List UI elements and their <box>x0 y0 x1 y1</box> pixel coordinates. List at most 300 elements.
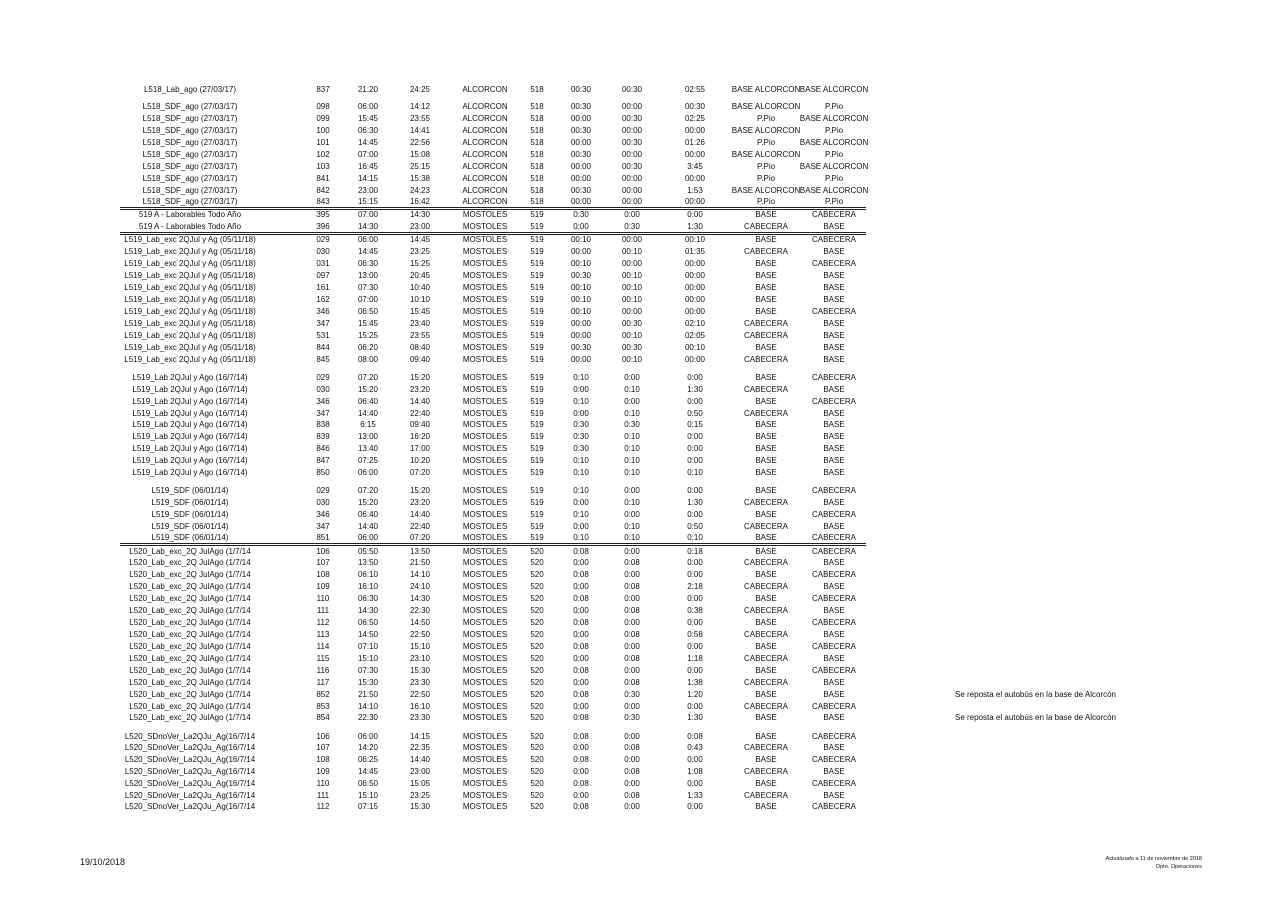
cell-time-out: 0:00 <box>573 498 589 507</box>
cell-end-point: BASE <box>823 582 845 591</box>
cell-end-point: BASE <box>823 283 845 292</box>
cell-time-out: 0:08 <box>573 779 589 788</box>
cell-time-out: 0:00 <box>573 522 589 531</box>
cell-end-point: BASE <box>823 271 845 280</box>
cell-start-point: CABECERA <box>743 630 789 639</box>
cell-time-out: 0:08 <box>573 570 589 579</box>
cell-time-out: 0:10 <box>573 533 589 542</box>
cell-start-point: BASE <box>755 570 777 579</box>
cell-end-point: BASE <box>823 355 845 364</box>
cell-end-point: CABECERA <box>811 373 857 382</box>
cell-service-number: 850 <box>316 468 330 477</box>
cell-line-name: L520_Lab_exc_2Q JulAgo (1/7/14 <box>129 606 251 615</box>
cell-service-number: 842 <box>316 186 330 195</box>
cell-time-in: 0:00 <box>624 802 640 811</box>
cell-depot: MOSTOLES <box>462 654 508 663</box>
cell-line-number: 520 <box>530 791 544 800</box>
cell-depot: MOSTOLES <box>462 732 508 741</box>
cell-depot: MOSTOLES <box>462 618 508 627</box>
cell-line-number: 518 <box>530 138 544 147</box>
cell-extra-time: 1:33 <box>687 791 703 800</box>
cell-time-out: 0:10 <box>573 468 589 477</box>
cell-line-name: L519_SDF (06/01/14) <box>151 486 229 495</box>
cell-start-point: CABECERA <box>743 558 789 567</box>
cell-line-number: 519 <box>530 247 544 256</box>
cell-end-time: 15:20 <box>409 486 431 495</box>
cell-start-time: 06:30 <box>357 594 379 603</box>
cell-end-point: BASE <box>823 522 845 531</box>
cell-depot: MOSTOLES <box>462 397 508 406</box>
cell-end-time: 14:50 <box>409 618 431 627</box>
cell-time-out: 0:10 <box>573 486 589 495</box>
cell-end-time: 15:30 <box>409 666 431 675</box>
cell-line-number: 519 <box>530 319 544 328</box>
cell-time-out: 00:00 <box>570 114 592 123</box>
cell-depot: ALCORCON <box>462 150 508 159</box>
cell-time-out: 00:10 <box>570 259 592 268</box>
cell-depot: MOSTOLES <box>462 702 508 711</box>
cell-time-in: 0:10 <box>624 468 640 477</box>
cell-extra-time: 0:43 <box>687 743 703 752</box>
cell-end-time: 15:25 <box>409 259 431 268</box>
cell-service-number: 099 <box>316 114 330 123</box>
cell-time-out: 0:00 <box>573 582 589 591</box>
cell-start-time: 06:00 <box>357 468 379 477</box>
cell-line-name: L520_SDnoVer_La2QJu_Ag(16/7/14 <box>124 732 256 741</box>
cell-start-point: BASE <box>755 732 777 741</box>
cell-depot: MOSTOLES <box>462 343 508 352</box>
cell-line-name: L520_Lab_exc_2Q JulAgo (1/7/14 <box>129 654 251 663</box>
cell-depot: MOSTOLES <box>462 432 508 441</box>
cell-start-time: 06:00 <box>357 102 379 111</box>
cell-start-point: BASE <box>755 690 777 699</box>
cell-time-in: 00:30 <box>621 138 643 147</box>
cell-end-point: BASE <box>823 606 845 615</box>
cell-service-number: 117 <box>316 678 330 687</box>
cell-end-time: 21:50 <box>409 558 431 567</box>
cell-line-name: L520_Lab_exc_2Q JulAgo (1/7/14 <box>129 570 251 579</box>
cell-extra-time: 0:00 <box>687 618 703 627</box>
cell-start-time: 14:20 <box>357 743 379 752</box>
cell-line-name: L520_Lab_exc_2Q JulAgo (1/7/14 <box>129 642 251 651</box>
cell-time-in: 0:30 <box>624 222 640 231</box>
cell-start-point: CABECERA <box>743 319 789 328</box>
cell-line-number: 518 <box>530 162 544 171</box>
cell-depot: MOSTOLES <box>462 510 508 519</box>
cell-time-out: 0:30 <box>573 420 589 429</box>
cell-start-time: 21:20 <box>357 85 379 94</box>
cell-line-name: L520_Lab_exc_2Q JulAgo (1/7/14 <box>129 582 251 591</box>
cell-service-number: 852 <box>316 690 330 699</box>
cell-end-time: 23:30 <box>409 713 431 722</box>
cell-line-name: L519_SDF (06/01/14) <box>151 510 229 519</box>
cell-start-time: 07:20 <box>357 486 379 495</box>
cell-time-out: 0:30 <box>573 432 589 441</box>
cell-time-out: 00:30 <box>570 343 592 352</box>
cell-line-number: 520 <box>530 743 544 752</box>
cell-service-number: 113 <box>316 630 330 639</box>
cell-depot: ALCORCON <box>462 197 508 206</box>
cell-time-out: 00:30 <box>570 126 592 135</box>
cell-start-time: 07:10 <box>357 642 379 651</box>
cell-line-name: L519_Lab_exc 2QJul y Ag (05/11/18) <box>124 295 256 304</box>
cell-time-out: 00:00 <box>570 197 592 206</box>
cell-start-point: BASE <box>755 235 777 244</box>
cell-time-out: 00:00 <box>570 319 592 328</box>
cell-start-point: CABECERA <box>743 582 789 591</box>
cell-extra-time: 0:00 <box>687 642 703 651</box>
cell-time-in: 0:00 <box>624 373 640 382</box>
cell-end-point: BASE <box>823 654 845 663</box>
cell-line-number: 520 <box>530 547 544 556</box>
cell-start-time: 15:20 <box>357 498 379 507</box>
cell-depot: MOSTOLES <box>462 713 508 722</box>
cell-start-point: BASE <box>755 533 777 542</box>
cell-time-in: 0:00 <box>624 779 640 788</box>
cell-end-point: P.Pio <box>824 126 844 135</box>
cell-depot: MOSTOLES <box>462 295 508 304</box>
cell-start-time: 14:30 <box>357 222 379 231</box>
cell-end-point: CABECERA <box>811 235 857 244</box>
cell-start-time: 06:25 <box>357 755 379 764</box>
cell-note: Se reposta el autobús en la base de Alcorcón <box>955 690 1116 699</box>
cell-time-in: 0:30 <box>624 690 640 699</box>
cell-end-point: CABECERA <box>811 307 857 316</box>
cell-start-time: 22:30 <box>357 713 379 722</box>
cell-start-time: 21:50 <box>357 690 379 699</box>
cell-service-number: 111 <box>316 791 330 800</box>
cell-service-number: 395 <box>316 210 330 219</box>
cell-start-point: CABECERA <box>743 331 789 340</box>
cell-service-number: 845 <box>316 355 330 364</box>
cell-depot: MOSTOLES <box>462 283 508 292</box>
cell-line-number: 519 <box>530 409 544 418</box>
cell-line-number: 520 <box>530 654 544 663</box>
cell-start-point: CABECERA <box>743 222 789 231</box>
cell-line-name: L519_Lab 2QJul y Ago (16/7/14) <box>132 397 248 406</box>
cell-start-time: 06:50 <box>357 779 379 788</box>
cell-depot: MOSTOLES <box>462 456 508 465</box>
cell-end-time: 07:20 <box>409 533 431 542</box>
cell-end-point: P.Pio <box>824 102 844 111</box>
cell-line-number: 520 <box>530 606 544 615</box>
cell-extra-time: 00:10 <box>684 235 706 244</box>
cell-time-out: 00:00 <box>570 174 592 183</box>
cell-time-in: 0:10 <box>624 432 640 441</box>
cell-end-point: BASE ALCORCON <box>799 162 869 171</box>
cell-end-point: BASE <box>823 767 845 776</box>
cell-service-number: 837 <box>316 85 330 94</box>
cell-time-out: 00:10 <box>570 235 592 244</box>
cell-start-point: BASE <box>755 713 777 722</box>
cell-time-out: 0:08 <box>573 594 589 603</box>
cell-line-name: L519_Lab_exc 2QJul y Ag (05/11/18) <box>124 331 256 340</box>
cell-depot: MOSTOLES <box>462 582 508 591</box>
cell-depot: MOSTOLES <box>462 247 508 256</box>
cell-start-point: P.Pio <box>756 197 776 206</box>
cell-extra-time: 00:00 <box>684 197 706 206</box>
cell-start-time: 07:20 <box>357 373 379 382</box>
cell-extra-time: 00:00 <box>684 355 706 364</box>
cell-service-number: 109 <box>316 767 330 776</box>
cell-extra-time: 00:00 <box>684 126 706 135</box>
cell-depot: MOSTOLES <box>462 666 508 675</box>
cell-end-point: BASE <box>823 385 845 394</box>
cell-extra-time: 00:00 <box>684 271 706 280</box>
cell-line-name: L520_SDnoVer_La2QJu_Ag(16/7/14 <box>124 779 256 788</box>
cell-service-number: 346 <box>316 307 330 316</box>
cell-depot: ALCORCON <box>462 114 508 123</box>
cell-end-time: 14:10 <box>409 570 431 579</box>
cell-time-out: 00:30 <box>570 150 592 159</box>
cell-extra-time: 00:00 <box>684 307 706 316</box>
cell-end-point: BASE <box>823 247 845 256</box>
cell-line-name: L519_Lab_exc 2QJul y Ag (05/11/18) <box>124 259 256 268</box>
cell-depot: MOSTOLES <box>462 468 508 477</box>
cell-extra-time: 0:15 <box>687 420 703 429</box>
cell-line-number: 520 <box>530 767 544 776</box>
cell-service-number: 843 <box>316 197 330 206</box>
cell-time-out: 0:00 <box>573 385 589 394</box>
cell-depot: MOSTOLES <box>462 271 508 280</box>
cell-end-point: CABECERA <box>811 210 857 219</box>
cell-start-time: 13:00 <box>357 432 379 441</box>
cell-start-point: BASE <box>755 510 777 519</box>
cell-service-number: 116 <box>316 666 330 675</box>
cell-start-time: 06:00 <box>357 235 379 244</box>
cell-service-number: 839 <box>316 432 330 441</box>
cell-end-time: 24:10 <box>409 582 431 591</box>
cell-start-point: BASE <box>755 666 777 675</box>
cell-line-number: 518 <box>530 126 544 135</box>
cell-depot: ALCORCON <box>462 174 508 183</box>
cell-extra-time: 00:00 <box>684 295 706 304</box>
cell-depot: MOSTOLES <box>462 690 508 699</box>
cell-line-number: 520 <box>530 630 544 639</box>
cell-end-point: BASE <box>823 331 845 340</box>
cell-service-number: 844 <box>316 343 330 352</box>
cell-time-in: 00:30 <box>621 85 643 94</box>
cell-line-name: L518_SDF_ago (27/03/17) <box>142 102 238 111</box>
cell-start-time: 15:15 <box>357 197 379 206</box>
cell-extra-time: 1:53 <box>687 186 703 195</box>
cell-service-number: 029 <box>316 235 330 244</box>
cell-line-number: 518 <box>530 150 544 159</box>
cell-start-point: BASE ALCORCON <box>731 102 801 111</box>
cell-start-time: 06:00 <box>357 533 379 542</box>
cell-start-time: 13:00 <box>357 271 379 280</box>
cell-service-number: 112 <box>316 618 330 627</box>
cell-service-number: 162 <box>316 295 330 304</box>
cell-time-in: 00:00 <box>621 150 643 159</box>
cell-service-number: 109 <box>316 582 330 591</box>
cell-line-number: 519 <box>530 283 544 292</box>
cell-start-point: BASE <box>755 594 777 603</box>
cell-service-number: 114 <box>316 642 330 651</box>
cell-start-point: BASE <box>755 486 777 495</box>
cell-end-time: 22:50 <box>409 690 431 699</box>
cell-line-name: L519_Lab_exc 2QJul y Ag (05/11/18) <box>124 319 256 328</box>
cell-time-out: 0:30 <box>573 444 589 453</box>
cell-service-number: 103 <box>316 162 330 171</box>
cell-end-point: BASE <box>823 295 845 304</box>
cell-service-number: 098 <box>316 102 330 111</box>
cell-end-point: P.Pio <box>824 150 844 159</box>
cell-line-number: 520 <box>530 779 544 788</box>
cell-line-name: L518_SDF_ago (27/03/17) <box>142 138 238 147</box>
cell-line-name: L519_Lab_exc 2QJul y Ag (05/11/18) <box>124 307 256 316</box>
cell-end-point: BASE <box>823 343 845 352</box>
cell-time-out: 00:00 <box>570 138 592 147</box>
cell-time-out: 00:10 <box>570 295 592 304</box>
cell-time-out: 0:00 <box>573 222 589 231</box>
cell-depot: MOSTOLES <box>462 235 508 244</box>
cell-start-time: 08:00 <box>357 355 379 364</box>
cell-end-point: BASE <box>823 468 845 477</box>
cell-line-name: L520_Lab_exc_2Q JulAgo (1/7/14 <box>129 594 251 603</box>
cell-start-point: BASE <box>755 618 777 627</box>
cell-line-number: 519 <box>530 222 544 231</box>
cell-line-name: L519_Lab_exc 2QJul y Ag (05/11/18) <box>124 355 256 364</box>
cell-start-time: 15:30 <box>357 678 379 687</box>
cell-start-time: 06:50 <box>357 618 379 627</box>
cell-depot: ALCORCON <box>462 85 508 94</box>
cell-extra-time: 00:00 <box>684 150 706 159</box>
cell-start-time: 06:30 <box>357 259 379 268</box>
cell-time-out: 0:00 <box>573 654 589 663</box>
cell-service-number: 101 <box>316 138 330 147</box>
cell-depot: MOSTOLES <box>462 642 508 651</box>
cell-end-point: BASE <box>823 222 845 231</box>
cell-extra-time: 1:30 <box>687 385 703 394</box>
cell-depot: MOSTOLES <box>462 373 508 382</box>
section-separator <box>120 543 866 546</box>
cell-end-point: CABECERA <box>811 533 857 542</box>
cell-service-number: 097 <box>316 271 330 280</box>
cell-extra-time: 00:10 <box>684 343 706 352</box>
cell-service-number: 853 <box>316 702 330 711</box>
cell-end-time: 14:40 <box>409 510 431 519</box>
cell-line-number: 519 <box>530 343 544 352</box>
cell-end-time: 22:56 <box>409 138 431 147</box>
cell-end-time: 22:40 <box>409 409 431 418</box>
cell-time-in: 0:00 <box>624 594 640 603</box>
cell-extra-time: 00:00 <box>684 174 706 183</box>
cell-end-time: 15:30 <box>409 802 431 811</box>
cell-start-point: BASE <box>755 343 777 352</box>
cell-start-time: 06:50 <box>357 307 379 316</box>
cell-end-time: 14:30 <box>409 594 431 603</box>
cell-start-point: BASE <box>755 283 777 292</box>
cell-line-name: 519 A - Laborables Todo Año <box>138 210 242 219</box>
cell-line-number: 519 <box>530 444 544 453</box>
cell-time-in: 0:00 <box>624 570 640 579</box>
cell-time-out: 0:10 <box>573 510 589 519</box>
cell-service-number: 347 <box>316 409 330 418</box>
cell-time-out: 00:00 <box>570 331 592 340</box>
cell-service-number: 107 <box>316 743 330 752</box>
cell-start-point: BASE <box>755 295 777 304</box>
cell-start-time: 14:45 <box>357 247 379 256</box>
cell-start-time: 06:40 <box>357 510 379 519</box>
cell-extra-time: 0:00 <box>687 779 703 788</box>
cell-time-out: 0:00 <box>573 606 589 615</box>
cell-extra-time: 1:38 <box>687 678 703 687</box>
cell-start-point: BASE <box>755 468 777 477</box>
cell-time-out: 0:08 <box>573 618 589 627</box>
cell-end-time: 22:35 <box>409 743 431 752</box>
cell-start-time: 05:50 <box>357 547 379 556</box>
cell-line-number: 520 <box>530 802 544 811</box>
cell-time-out: 0:00 <box>573 702 589 711</box>
cell-start-point: CABECERA <box>743 409 789 418</box>
cell-line-number: 518 <box>530 85 544 94</box>
cell-line-number: 519 <box>530 307 544 316</box>
cell-time-in: 0:08 <box>624 606 640 615</box>
cell-end-point: BASE <box>823 743 845 752</box>
cell-start-time: 07:30 <box>357 283 379 292</box>
cell-start-point: P.Pio <box>756 162 776 171</box>
cell-line-number: 520 <box>530 702 544 711</box>
cell-extra-time: 0:00 <box>687 802 703 811</box>
cell-service-number: 847 <box>316 456 330 465</box>
cell-service-number: 346 <box>316 397 330 406</box>
cell-time-in: 0:00 <box>624 732 640 741</box>
cell-end-time: 17:00 <box>409 444 431 453</box>
cell-line-number: 520 <box>530 732 544 741</box>
cell-end-time: 15:10 <box>409 642 431 651</box>
cell-time-out: 0:00 <box>573 678 589 687</box>
cell-line-name: L518_SDF_ago (27/03/17) <box>142 150 238 159</box>
cell-depot: MOSTOLES <box>462 606 508 615</box>
cell-time-in: 0:10 <box>624 444 640 453</box>
cell-line-name: L519_SDF (06/01/14) <box>151 498 229 507</box>
cell-end-point: BASE <box>823 432 845 441</box>
cell-service-number: 029 <box>316 486 330 495</box>
cell-depot: ALCORCON <box>462 138 508 147</box>
cell-time-in: 00:10 <box>621 283 643 292</box>
cell-start-point: CABECERA <box>743 702 789 711</box>
cell-end-point: BASE <box>823 456 845 465</box>
cell-line-number: 519 <box>530 468 544 477</box>
cell-end-point: P.Pio <box>824 174 844 183</box>
cell-line-number: 520 <box>530 666 544 675</box>
cell-service-number: 531 <box>316 331 330 340</box>
cell-line-name: L519_Lab 2QJul y Ago (16/7/14) <box>132 385 248 394</box>
cell-depot: ALCORCON <box>462 102 508 111</box>
cell-time-out: 0:00 <box>573 743 589 752</box>
cell-depot: MOSTOLES <box>462 767 508 776</box>
cell-extra-time: 0:08 <box>687 732 703 741</box>
cell-start-point: CABECERA <box>743 678 789 687</box>
cell-time-in: 0:10 <box>624 385 640 394</box>
cell-depot: MOSTOLES <box>462 486 508 495</box>
cell-extra-time: 0:00 <box>687 486 703 495</box>
cell-line-number: 520 <box>530 690 544 699</box>
cell-time-out: 00:30 <box>570 186 592 195</box>
section-separator <box>120 207 866 210</box>
cell-end-time: 20:45 <box>409 271 431 280</box>
cell-extra-time: 0:10 <box>687 468 703 477</box>
cell-end-point: BASE <box>823 319 845 328</box>
cell-time-out: 0:08 <box>573 690 589 699</box>
cell-end-time: 25:15 <box>409 162 431 171</box>
cell-extra-time: 0:18 <box>687 547 703 556</box>
cell-depot: MOSTOLES <box>462 779 508 788</box>
cell-end-point: CABECERA <box>811 666 857 675</box>
cell-time-out: 00:30 <box>570 85 592 94</box>
cell-time-out: 0:08 <box>573 802 589 811</box>
